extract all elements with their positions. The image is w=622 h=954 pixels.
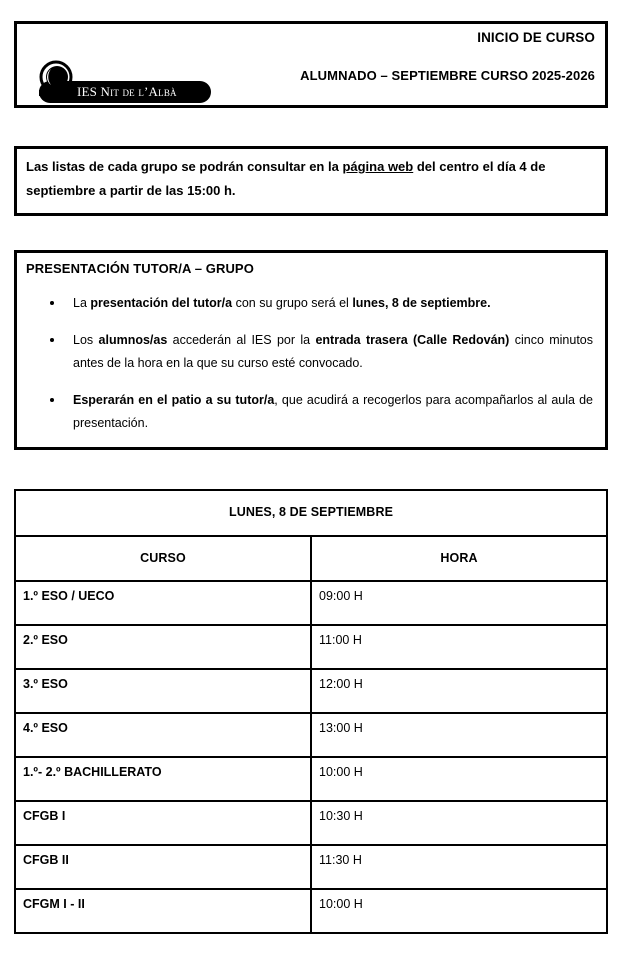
header-titles	[300, 30, 595, 84]
presentation-title: PRESENTACIÓN TUTOR/A – GRUPO	[26, 261, 254, 276]
bullet-text: accederán al IES por la	[167, 333, 316, 347]
bullet-text-emphasis: entrada trasera (Calle Redován)	[315, 333, 510, 347]
header-box	[14, 21, 608, 108]
table-row	[15, 581, 607, 625]
header-title-line2: ALUMNADO – SEPTIEMBRE CURSO 2025-2026	[300, 68, 595, 83]
bullet-text-emphasis: Esperarán en el patio a su tutor/a	[73, 393, 275, 407]
eclipse-moon-icon	[35, 60, 77, 98]
bullet-text-emphasis: alumnos/as	[98, 333, 168, 347]
bullet-text-emphasis: lunes, 8 de septiembre.	[352, 296, 491, 310]
table-title-row	[15, 490, 607, 536]
table-row	[15, 669, 607, 713]
table-row	[15, 889, 607, 933]
pagina-web-link[interactable]: página web	[342, 159, 414, 174]
cell-curso: 1.º ESO / UECO	[15, 581, 311, 625]
cell-curso: 4.º ESO	[15, 713, 311, 757]
cell-hora: 09:00 H	[311, 581, 607, 625]
cell-curso: 3.º ESO	[15, 669, 311, 713]
table-row	[15, 845, 607, 889]
cell-hora: 10:00 H	[311, 757, 607, 801]
table-row	[15, 801, 607, 845]
bullet-text: cinco minutos antes de la hora en la que su curso esté convocado.	[73, 333, 594, 370]
cell-curso: CFGB I	[15, 801, 311, 845]
table-row	[15, 757, 607, 801]
table-row	[15, 713, 607, 757]
column-header-curso: CURSO	[15, 536, 311, 581]
bullet-text: Los	[73, 333, 99, 347]
cell-hora: 13:00 H	[311, 713, 607, 757]
table-row	[15, 625, 607, 669]
bullet-item	[17, 292, 605, 315]
cell-curso: 2.º ESO	[15, 625, 311, 669]
cell-hora: 12:00 H	[311, 669, 607, 713]
header-title-line1: INICIO DE CURSO	[477, 30, 595, 45]
header-inner	[17, 24, 605, 105]
cell-hora: 10:00 H	[311, 889, 607, 933]
bullet-text: , que acudirá a recogerlos para acompañarlos al aula de presentación.	[73, 393, 594, 430]
bullet-text: con su grupo será el	[232, 296, 353, 310]
cell-hora: 11:00 H	[311, 625, 607, 669]
cell-curso: CFGM I - II	[15, 889, 311, 933]
bullet-item	[17, 329, 605, 375]
logo-wordmark: IES Nit de l’Albà	[77, 84, 177, 99]
presentation-bullet-list	[17, 292, 605, 435]
notice-text	[17, 149, 605, 203]
table-title-cell: LUNES, 8 DE SEPTIEMBRE	[15, 490, 607, 536]
column-header-hora: HORA	[311, 536, 607, 581]
bullet-text: La	[73, 296, 91, 310]
bullet-dot-icon	[50, 338, 54, 342]
bullet-dot-icon	[50, 301, 54, 305]
presentation-box	[14, 250, 608, 450]
cell-curso: 1.º- 2.º BACHILLERATO	[15, 757, 311, 801]
cell-hora: 11:30 H	[311, 845, 607, 889]
table-header-row	[15, 536, 607, 581]
bullet-dot-icon	[50, 398, 54, 402]
cell-curso: CFGB II	[15, 845, 311, 889]
bullet-item	[17, 389, 605, 435]
school-logo	[29, 60, 219, 108]
schedule-table	[14, 489, 608, 934]
bullet-text-emphasis: presentación del tutor/a	[90, 296, 233, 310]
notice-text-part2: del centro el día 4 de septiembre a partir de las 15:00 h.	[26, 159, 546, 198]
notice-text-part1: Las listas de cada grupo se podrán consultar en la	[26, 159, 343, 174]
notice-box	[14, 146, 608, 216]
cell-hora: 10:30 H	[311, 801, 607, 845]
